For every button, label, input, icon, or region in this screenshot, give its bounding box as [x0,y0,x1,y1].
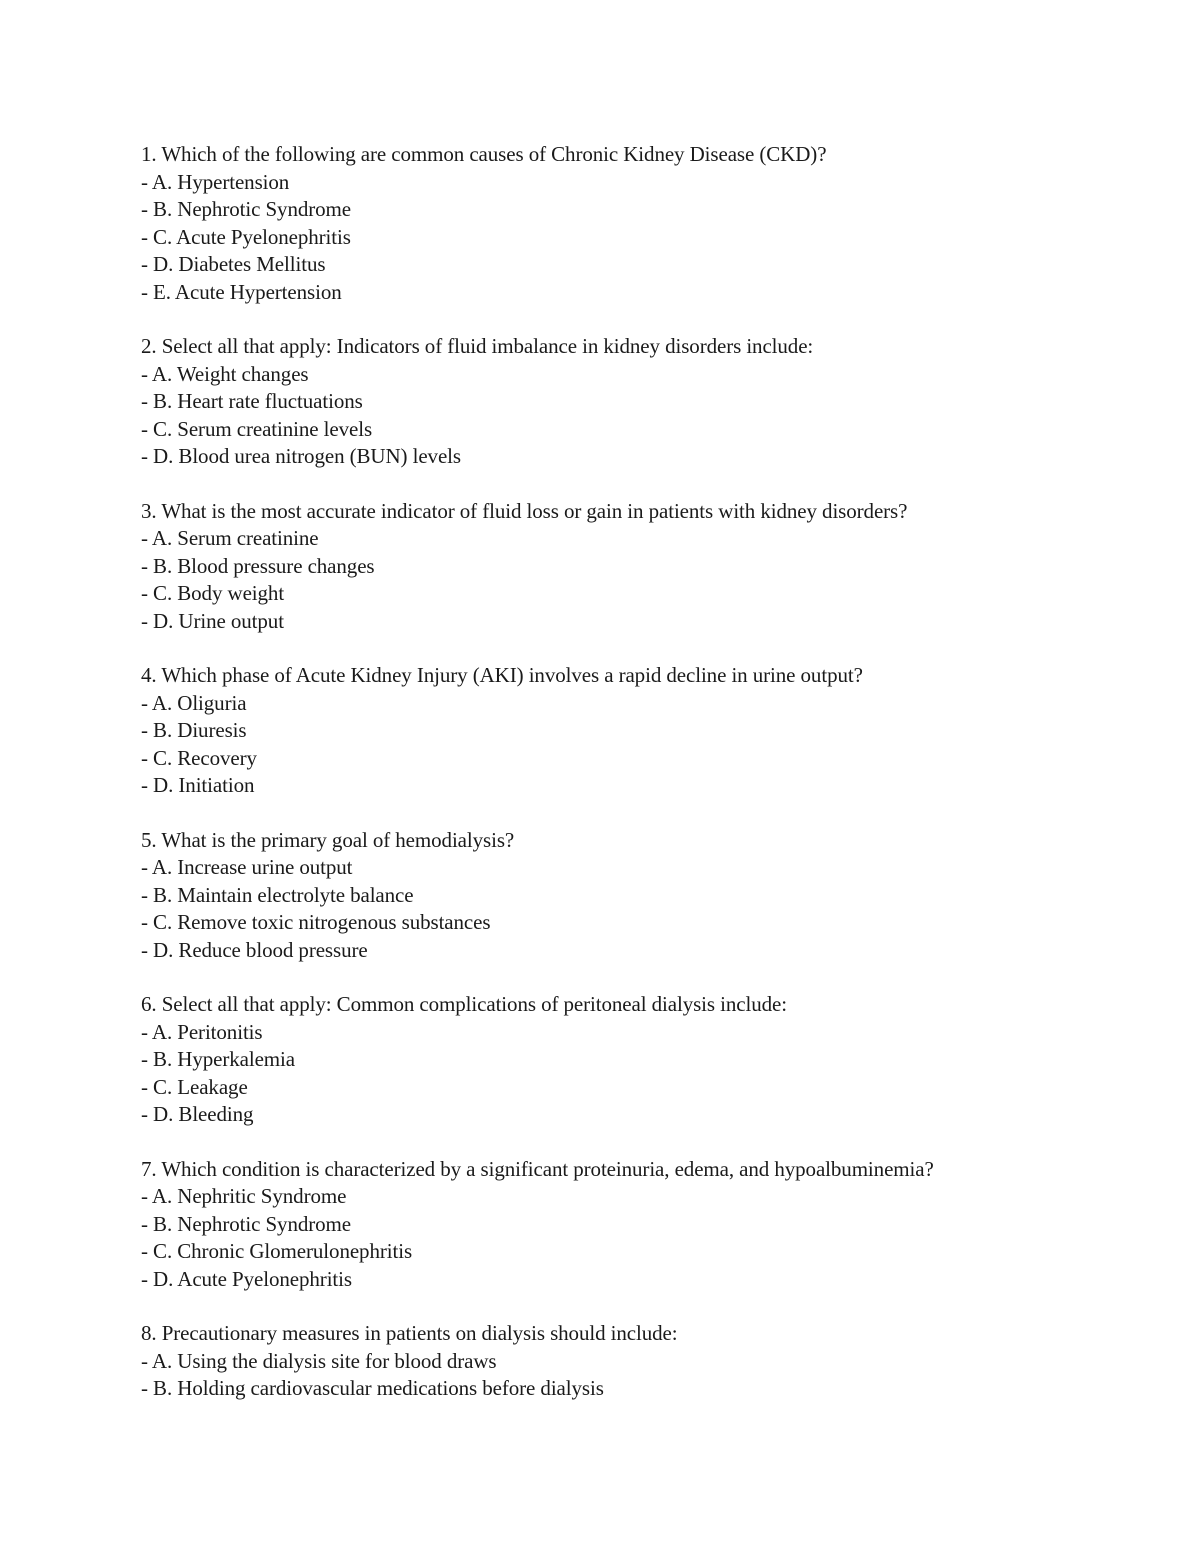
answer-option: - A. Serum creatinine [141,526,319,550]
question-text: 4. Which phase of Acute Kidney Injury (AKI) involves a rapid decline in urine output? [141,663,863,687]
question-block [141,1320,1101,1403]
answer-option: - A. Nephritic Syndrome [141,1184,347,1208]
answer-option: - B. Diuresis [141,718,247,742]
answer-option: - B. Nephrotic Syndrome [141,1211,351,1236]
answer-option: - D. Urine output [141,608,284,633]
answer-option: - B. Holding cardiovascular medications before dialysis [141,1376,604,1400]
answer-option: - A. Using the dialysis site for blood draws [141,1348,497,1373]
answer-option: - C. Leakage [141,1074,248,1099]
question-list [141,141,1101,1430]
answer-option: - C. Chronic Glomerulonephritis [141,1239,413,1263]
answer-option: - A. Oliguria [141,690,247,715]
question-text: 2. Select all that apply: Indicators of fluid imbalance in kidney disorders include: [141,334,814,358]
answer-option: - E. Acute Hypertension [141,279,342,304]
question-block [141,991,1101,1129]
question-text: 1. Which of the following are common causes of Chronic Kidney Disease (CKD)? [141,142,827,166]
answer-option: - B. Maintain electrolyte balance [141,882,414,907]
question-block [141,333,1101,471]
answer-option: - A. Weight changes [141,361,309,386]
question-block [141,141,1101,306]
question-block [141,498,1101,636]
question-text: 6. Select all that apply: Common complications of peritoneal dialysis include: [141,992,787,1016]
answer-option: - C. Body weight [141,581,285,605]
answer-option: - C. Serum creatinine levels [141,416,373,441]
answer-option: - D. Initiation [141,773,255,797]
answer-option: - C. Acute Pyelonephritis [141,224,351,249]
answer-option: - C. Recovery [141,745,257,770]
question-block [141,1156,1101,1294]
answer-option: - D. Blood urea nitrogen (BUN) levels [141,444,461,468]
question-block [141,662,1101,800]
question-text: 5. What is the primary goal of hemodialysis? [141,827,515,852]
answer-option: - D. Bleeding [141,1102,254,1126]
answer-option: - D. Diabetes Mellitus [141,252,326,276]
answer-option: - D. Reduce blood pressure [141,937,368,962]
answer-option: - C. Remove toxic nitrogenous substances [141,910,491,934]
answer-option: - A. Increase urine output [141,855,353,879]
question-text: 7. Which condition is characterized by a significant proteinuria, edema, and hypoalbuminemia? [141,1156,934,1181]
answer-option: - A. Hypertension [141,169,290,194]
answer-option: - B. Blood pressure changes [141,553,375,578]
answer-option: - B. Hyperkalemia [141,1047,295,1071]
question-text: 3. What is the most accurate indicator of fluid loss or gain in patients with kidney disorders? [141,498,908,523]
question-block [141,827,1101,965]
answer-option: - A. Peritonitis [141,1019,263,1044]
answer-option: - B. Heart rate fluctuations [141,389,363,413]
question-text: 8. Precautionary measures in patients on dialysis should include: [141,1321,678,1345]
answer-option: - D. Acute Pyelonephritis [141,1266,352,1291]
answer-option: - B. Nephrotic Syndrome [141,197,351,221]
